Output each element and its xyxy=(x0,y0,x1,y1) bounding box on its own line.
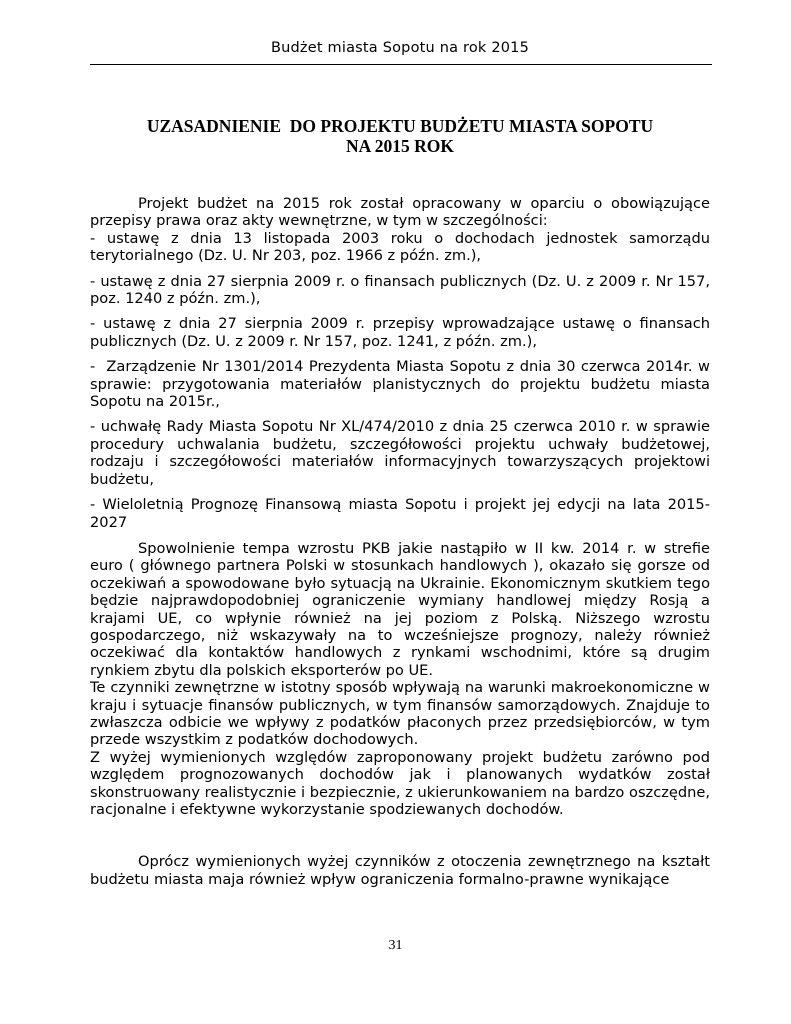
economy-paragraph: Spowolnienie tempa wzrostu PKB jakie nastąpiło w II kw. 2014 r. w strefie euro ( głównego partnera Polski w stosunkach handlowych ), okazało się gorsze od oczekiwań a spowodowane było sytuacją na Ukrainie. Ekonomicznym skutkiem tego będzie najprawdopodobniej ograniczenie wymiany handlowej między Rosją a krajami UE, co wpłynie również na jej poziom z Polską. Niższego wzrostu gospodarczego, niż wskazywały na to wcześniejsze prognozy, należy również oczekiwać dla kontaktów handlowych z rynkami wschodnimi, które są drugim rynkiem zbytu dla polskich eksporterów po UE. xyxy=(90,539,710,679)
page-number: 31 xyxy=(388,938,403,953)
title-line-1: UZASADNIENIE DO PROJEKTU BUDŻETU MIASTA SOPOTU xyxy=(146,116,654,136)
legal-basis-item: - Wieloletnią Prognozę Finansową miasta Sopotu i projekt jej edycji na lata 2015-2027 xyxy=(90,496,710,531)
document-title xyxy=(90,116,710,156)
external-factors-paragraph: Te czynniki zewnętrzne w istotny sposób wpływają na warunki makroekonomiczne w kraju i sytuacje finansów publicznych, w tym finansów samorządowych. Znajduje to zwłaszcza odbicie we wpływy z podatków płaconych przez przedsiębiorców, w tym przede wszystkim z podatków dochodowych. xyxy=(90,679,710,749)
header-divider xyxy=(90,64,712,65)
legal-basis-item: - ustawę z dnia 13 listopada 2003 roku o dochodach jednostek samorządu terytorialnego (Dz. U. Nr 203, poz. 1966 z późn. zm.), xyxy=(90,229,710,265)
conclusion-paragraph: Z wyżej wymienionych względów zaproponowany projekt budżetu zarówno pod względem prognozowanych dochodów jak i planowanych wydatków został skonstruowany realistycznie i bezpiecznie, z ukierunkowaniem na bardzo oszczędne, racjonalne i efektywne wykorzystanie spodziewanych dochodów. xyxy=(90,748,710,818)
other-factors-paragraph: Oprócz wymienionych wyżej czynników z otoczenia zewnętrznego na kształt budżetu miasta maja również wpływ ograniczenia formalno-prawne wynikające xyxy=(90,853,710,888)
legal-basis-item: - Zarządzenie Nr 1301/2014 Prezydenta Miasta Sopotu z dnia 30 czerwca 2014r. w sprawie: przygotowania materiałów planistycznych do projektu budżetu miasta Sopotu na 2015r., xyxy=(90,358,715,411)
document-body xyxy=(90,195,715,888)
intro-paragraph: Projekt budżet na 2015 rok został opracowany w oparciu o obowiązujące przepisy prawa oraz akty wewnętrzne, w tym w szczególności: xyxy=(90,195,710,230)
legal-basis-item: - ustawę z dnia 27 sierpnia 2009 r. o finansach publicznych (Dz. U. z 2009 r. Nr 157, poz. 1240 z późn. zm.), xyxy=(90,272,710,308)
title-line-2: NA 2015 ROK xyxy=(346,136,454,156)
legal-basis-item: - ustawę z dnia 27 sierpnia 2009 r. przepisy wprowadzające ustawę o finansach publicznych (Dz. U. z 2009 r. Nr 157, poz. 1241, z późn. zm.), xyxy=(90,315,710,350)
running-header: Budżet miasta Sopotu na rok 2015 xyxy=(270,40,530,56)
legal-basis-item: - uchwałę Rady Miasta Sopotu Nr XL/474/2010 z dnia 25 czerwca 2010 r. w sprawie procedury uchwalania budżetu, szczegółowości projektu uchwały budżetowej, rodzaju i szczegółowości materiałów informacyjnych towarzyszących projektowi budżetu, xyxy=(90,418,710,488)
